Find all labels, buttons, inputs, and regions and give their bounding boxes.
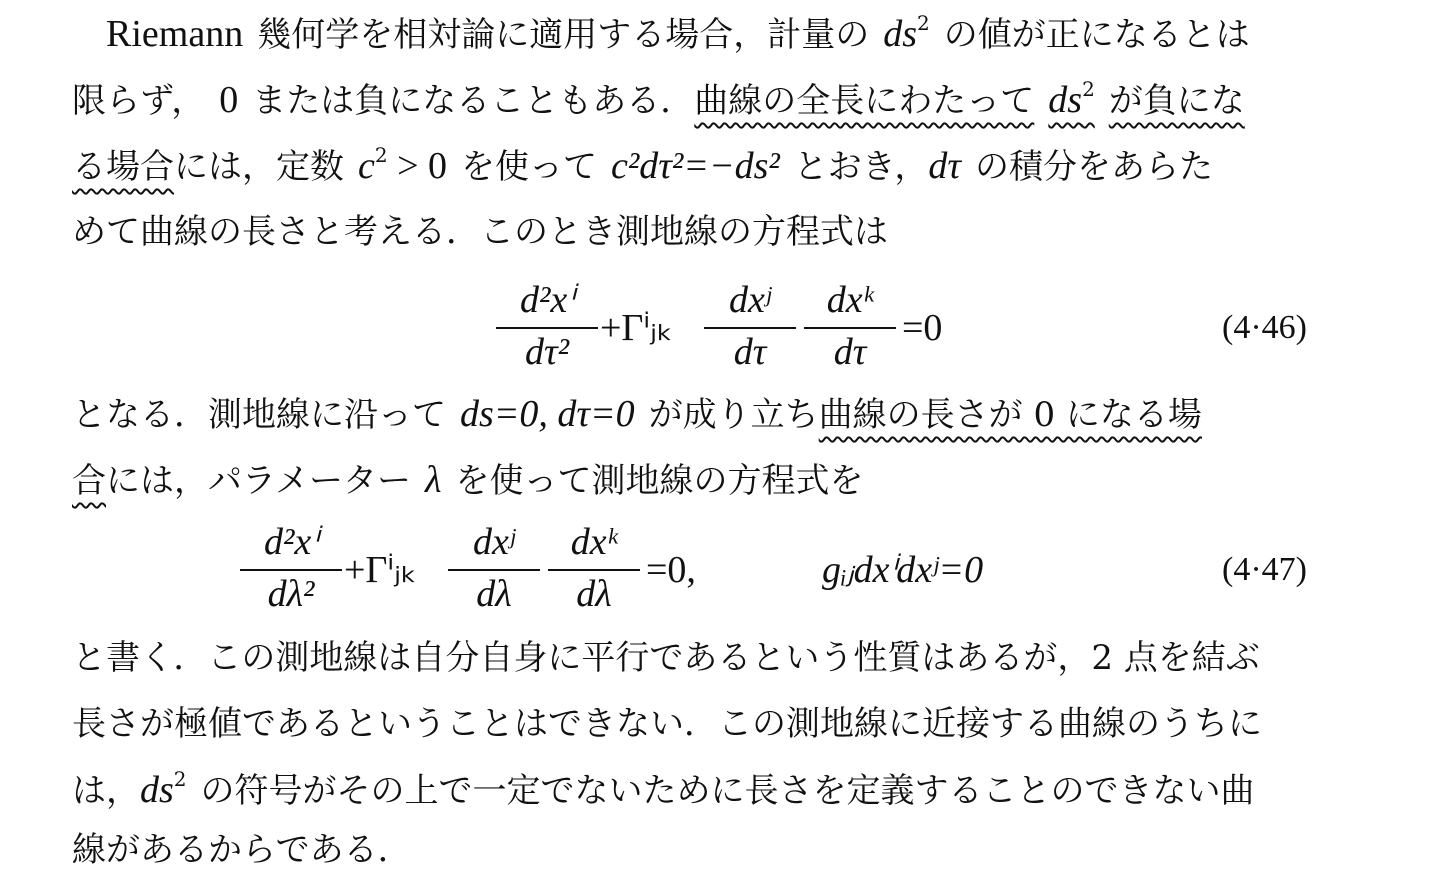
fraction-denominator: dτ xyxy=(833,331,867,373)
fraction-bar xyxy=(704,327,796,329)
metric-condition: gᵢⱼdxⁱdxʲ=0 xyxy=(822,549,984,591)
equation-number: (4·46) xyxy=(1222,309,1307,346)
equation-4-46 xyxy=(0,280,1436,380)
text-segment: めて曲線の長さと考える．このとき測地線の方程式は xyxy=(72,212,888,252)
text-segment: には，パラメーター xyxy=(106,461,411,501)
fraction-bar xyxy=(804,327,896,329)
text-segment: は， xyxy=(72,771,140,811)
equation-number: (4·47) xyxy=(1222,551,1307,588)
text-segment: が成り立ち xyxy=(648,395,819,435)
math-sup: 2 xyxy=(917,11,930,35)
math-ds: ds xyxy=(140,769,174,811)
math-ds: ds xyxy=(883,13,917,55)
fraction-bar xyxy=(548,569,640,571)
text-segment: 限らず， xyxy=(72,81,206,121)
text-segment: となる．測地線に沿って xyxy=(72,395,446,435)
fraction-denominator: dλ xyxy=(476,573,512,615)
text-segment: と書く．この測地線は自分自身に平行であるという性質はあるが，2 点を結ぶ xyxy=(72,638,1260,678)
text-segment: を使って xyxy=(461,147,598,187)
paragraph3-line3 xyxy=(72,760,1372,820)
fraction-denominator: dλ² xyxy=(267,573,315,615)
fraction-numerator: dxᵏ xyxy=(570,521,618,563)
text-segment: には，定数 xyxy=(174,147,344,187)
fraction-bar xyxy=(448,569,540,571)
math-sup: 2 xyxy=(374,143,388,167)
underlined-phrase: る場合 xyxy=(72,147,174,187)
paragraph1-line2 xyxy=(72,70,1372,130)
paragraph3-line2 xyxy=(72,694,1372,754)
math-sup: 2 xyxy=(1082,77,1095,101)
text-segment: が負にな xyxy=(1108,81,1245,121)
fraction-numerator: d²xⁱ xyxy=(519,279,575,321)
fraction-numerator: dxʲ xyxy=(472,521,516,563)
fraction-numerator: dxʲ xyxy=(728,279,772,321)
equals-zero: =0 xyxy=(902,307,943,349)
text-segment: を使って測地線の方程式を xyxy=(455,461,864,501)
text-segment: の積分をあらた xyxy=(975,147,1214,187)
math-sup: 2 xyxy=(173,767,187,791)
text-riemann: Riemann xyxy=(106,13,244,55)
text-segment: とおき， xyxy=(793,147,929,187)
paragraph1-line4 xyxy=(72,202,1372,262)
math-lambda: λ xyxy=(424,459,442,501)
underlined-phrase: 曲線の長さが 0 になる場 xyxy=(818,395,1202,435)
paragraph1-line3 xyxy=(72,136,1372,196)
math-c: c xyxy=(358,145,375,187)
math-expression: ds=0, dτ=0 xyxy=(460,393,635,435)
fraction-numerator: d²xⁱ xyxy=(263,521,319,563)
paragraph2-line1 xyxy=(72,384,1372,444)
math-expression: c²dτ²=−ds² xyxy=(611,145,780,187)
math-gt-zero: > 0 xyxy=(387,145,448,187)
equals-zero: =0, xyxy=(646,549,696,591)
text-segment: または負になることもある． xyxy=(252,81,695,121)
fraction-denominator: dτ xyxy=(733,331,767,373)
fraction-numerator: dxᵏ xyxy=(826,279,874,321)
equation-4-47 xyxy=(0,522,1436,622)
text-segment: の値が正になるとは xyxy=(943,15,1250,55)
paragraph3-line1 xyxy=(72,628,1372,688)
christoffel-term: +Γⁱⱼₖ xyxy=(600,307,674,349)
text-segment: 幾何学を相対論に適用する場合，計量の xyxy=(257,15,870,55)
math-zero: 0 xyxy=(219,79,239,121)
math-dtau: dτ xyxy=(928,145,962,187)
underlined-phrase: 合 xyxy=(72,461,106,501)
fraction-bar xyxy=(496,327,598,329)
paragraph2-line2 xyxy=(72,450,1372,510)
text-segment: 曲線の全長にわたって xyxy=(694,81,1035,121)
fraction-bar xyxy=(240,569,342,571)
text-segment: 長さが極値であるということはできない．この測地線に近接する曲線のうちに xyxy=(72,704,1262,744)
text-segment: 線があるからである． xyxy=(72,830,412,870)
fraction-denominator: dτ² xyxy=(525,331,569,373)
fraction-denominator: dλ xyxy=(576,573,612,615)
christoffel-term: +Γⁱⱼₖ xyxy=(344,549,418,591)
paragraph1-line1 xyxy=(106,4,1406,64)
text-segment: の符号がその上で一定でないために長さを定義することのできない曲 xyxy=(200,771,1255,811)
math-ds: ds xyxy=(1048,79,1083,121)
underlined-phrase xyxy=(694,77,1245,121)
paragraph3-line4 xyxy=(72,820,1372,880)
